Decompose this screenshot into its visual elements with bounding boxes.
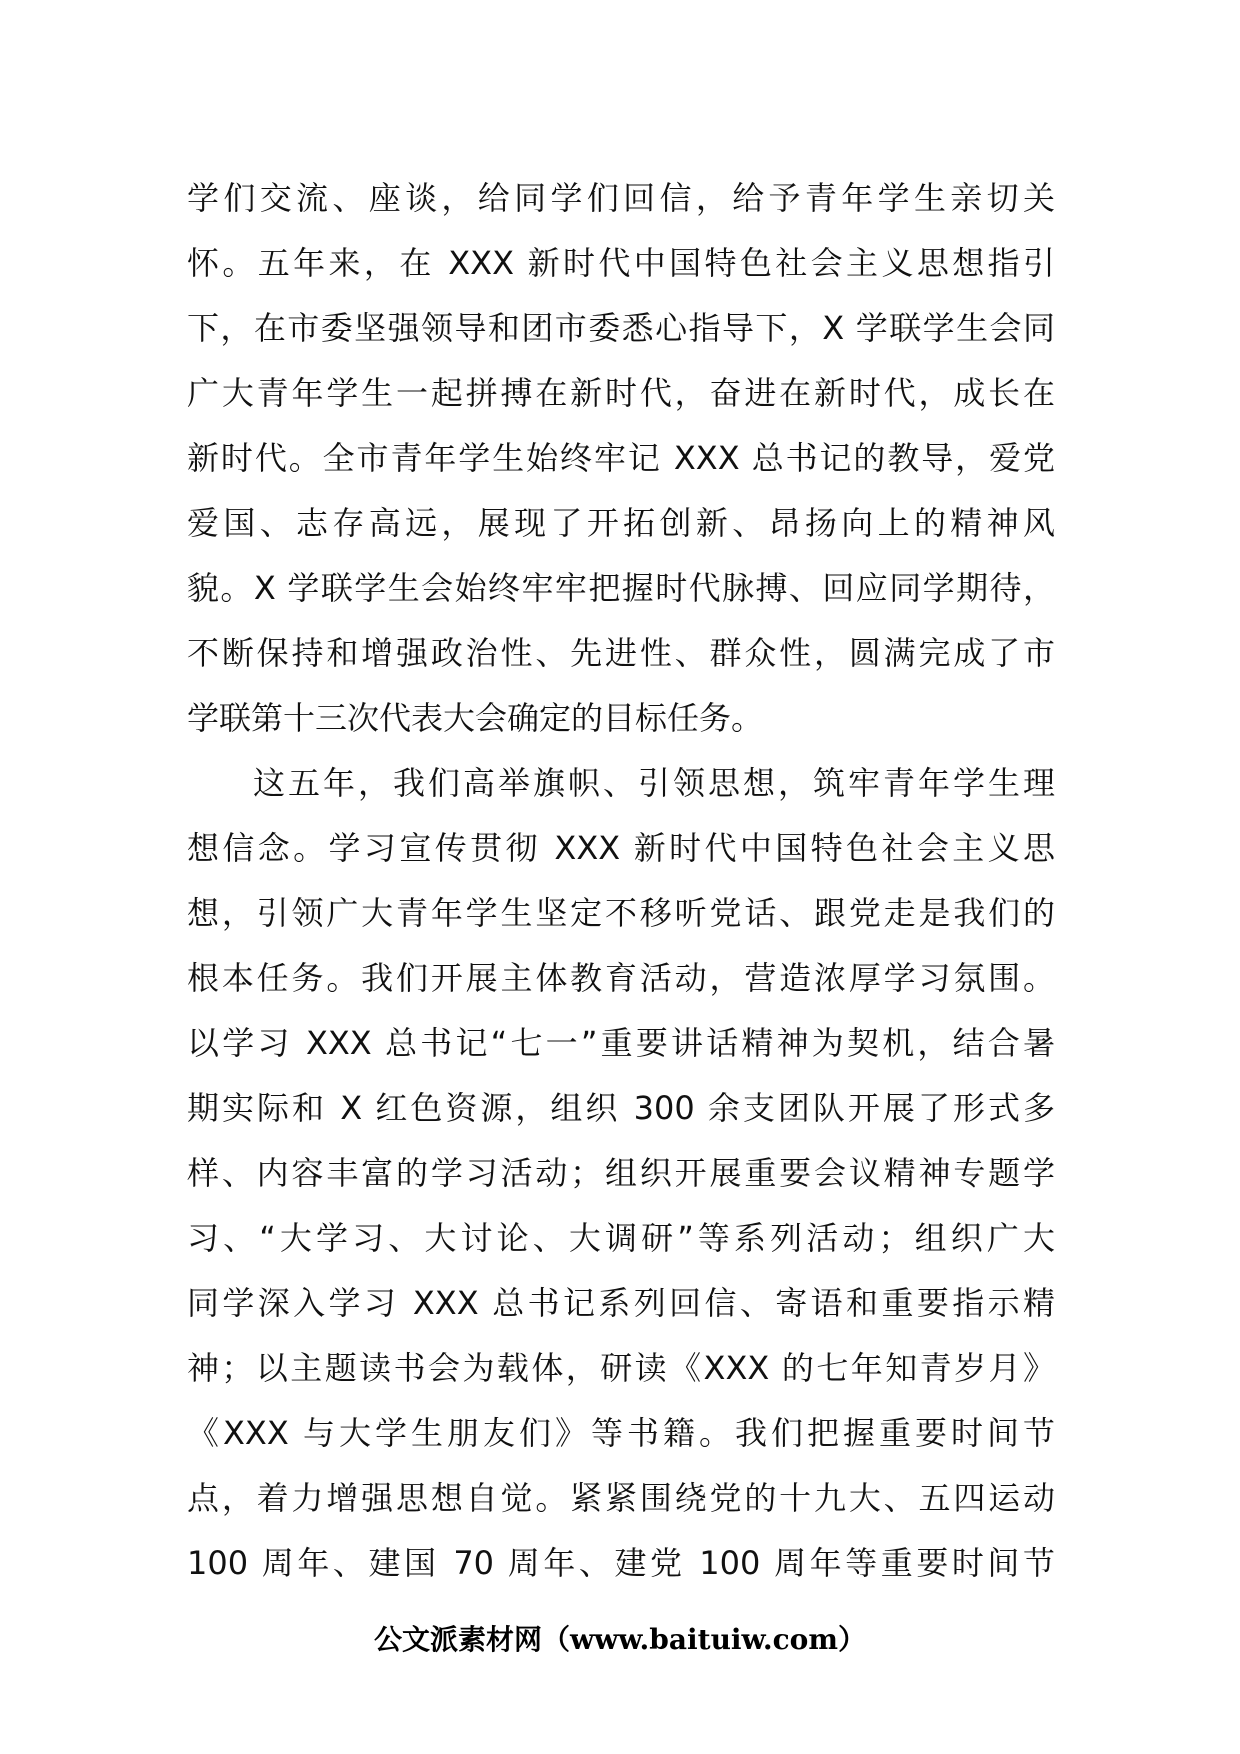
paragraph-1-line: 学们交流、座谈，给同学们回信，给予青年学生亲切关 <box>187 179 1055 217</box>
paragraph-2-line: 这五年，我们高举旗帜、引领思想，筑牢青年学生理 <box>253 764 1055 802</box>
paragraph-2-line: 100 周年、建国 70 周年、建党 100 周年等重要时间节 <box>187 1544 1055 1582</box>
paragraph-1-line: 貌。X 学联学生会始终牢牢把握时代脉搏、回应同学期待， <box>187 569 1055 607</box>
paragraph-2-line: 根本任务。我们开展主体教育活动，营造浓厚学习氛围。 <box>187 959 1055 997</box>
footer-watermark: 公文派素材网（www.baituiw.com） <box>374 1623 866 1656</box>
paragraph-1-line: 下，在市委坚强领导和团市委悉心指导下，X 学联学生会同 <box>187 309 1055 347</box>
paragraph-2-line: 样、内容丰富的学习活动；组织开展重要会议精神专题学 <box>187 1154 1055 1192</box>
paragraph-1-line: 怀。五年来，在 XXX 新时代中国特色社会主义思想指引 <box>187 244 1055 282</box>
paragraph-2-line: 以学习 XXX 总书记“七一”重要讲话精神为契机，结合暑 <box>187 1024 1055 1062</box>
paragraph-1-line: 爱国、志存高远，展现了开拓创新、昂扬向上的精神风 <box>187 504 1055 542</box>
paragraph-2-line: 期实际和 X 红色资源，组织 300 余支团队开展了形式多 <box>187 1089 1055 1127</box>
paragraph-1-line: 不断保持和增强政治性、先进性、群众性，圆满完成了市 <box>187 634 1055 672</box>
paragraph-2-line: 点，着力增强思想自觉。紧紧围绕党的十九大、五四运动 <box>187 1479 1055 1517</box>
paragraph-2-line: 神；以主题读书会为载体，研读《XXX 的七年知青岁月》 <box>187 1349 1055 1387</box>
paragraph-2-line: 习、“大学习、大讨论、大调研”等系列活动；组织广大 <box>187 1219 1055 1257</box>
paragraph-2-line: 《XXX 与大学生朋友们》等书籍。我们把握重要时间节 <box>187 1414 1055 1452</box>
paragraph-1-line: 学联第十三次代表大会确定的目标任务。 <box>187 699 764 737</box>
paragraph-2-line: 同学深入学习 XXX 总书记系列回信、寄语和重要指示精 <box>187 1284 1055 1322</box>
document-body <box>187 166 1055 1596</box>
paragraph-1-line: 广大青年学生一起拼搏在新时代，奋进在新时代，成长在 <box>187 374 1055 412</box>
paragraph-1-line: 新时代。全市青年学生始终牢记 XXX 总书记的教导，爱党 <box>187 439 1055 477</box>
paragraph-2-line: 想，引领广大青年学生坚定不移听党话、跟党走是我们的 <box>187 894 1055 932</box>
paragraph-2-line: 想信念。学习宣传贯彻 XXX 新时代中国特色社会主义思 <box>187 829 1055 867</box>
